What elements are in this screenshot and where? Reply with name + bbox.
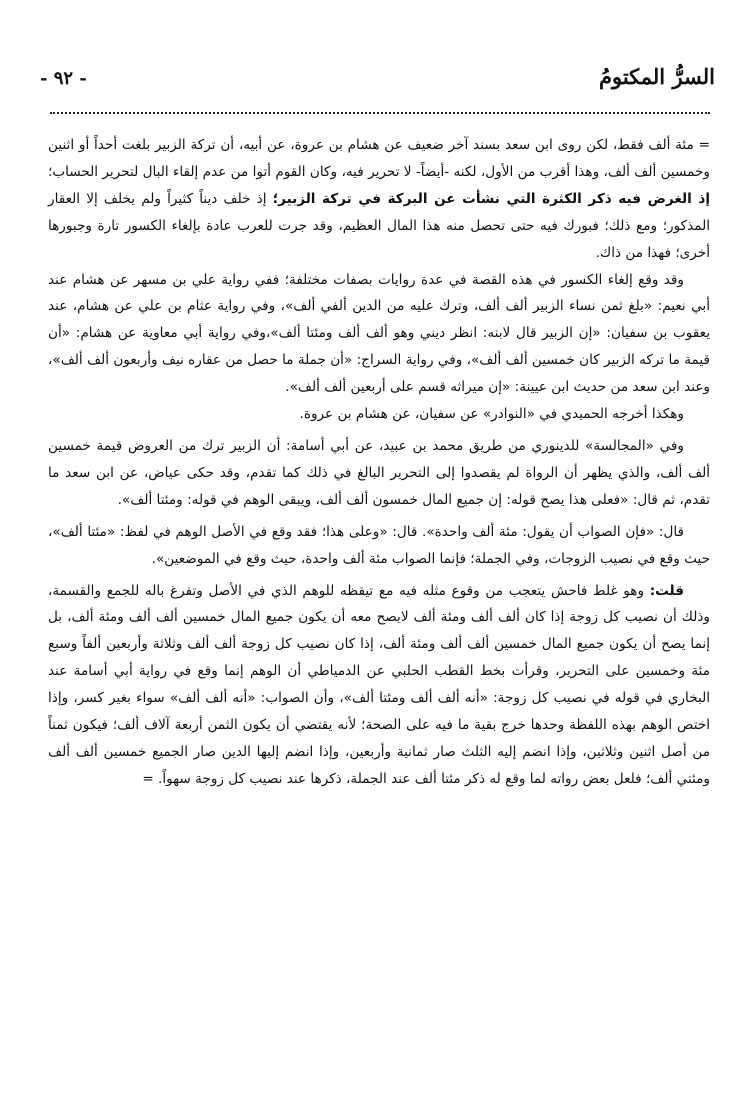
paragraph-humaidi: وهكذا أخرجه الحميدي في «النوادر» عن سفيان، عن هشام بن عروة. xyxy=(299,406,684,423)
paragraph-mujalasa: وفي «المجالسة» للدينوري من طريق محمد بن عبيد، عن أبي أسامة: أن الزبير ترك من العروض قيمة خمسين ألف ألف، والذي يظهر أن الرواة لم يقصدوا إلى التحرير البالغ في ذلك كما تقدم، وقد حكى عياض، عن ابن سعد ما تقدم، ثم قال: «فعلى هذا يصح قوله: إن جميع المال خمسون ألف ألف، ويبقى الوهم في قوله: ومئتا ألف». xyxy=(48,437,710,508)
bold-emphasis: إذ الغرض فيه ذكر الكثرة التي نشأت عن البركة في تركة الزبير؛ xyxy=(272,190,710,207)
paragraph-qultu xyxy=(48,578,710,793)
qultu-label: قلت: xyxy=(649,582,684,599)
book-title: السرُّ المكتومُ xyxy=(598,64,715,89)
paragraph-text: = مئة ألف فقط، لكن روى ابن سعد بسند آخر ضعيف عن هشام بن عروة، عن أبيه، أن تركة الزبير بلغت أحداً أو اثنين وخمسين ألف ألف، وهذا أقرب من الأول، لكنه -أيضاً- لا تحرير فيه، وكان القوم أتوا من عدم إلقاء البال لتحرير الحساب؛ xyxy=(48,137,710,180)
paragraph-qala: قال: «فإن الصواب أن يقول: مئة ألف واحدة». قال: «وعلى هذا؛ فقد وقع في الأصل الوهم في لفظ: «مئتا ألف»، حيث وقع في نصيب الزوجات، وفي الجملة؛ فإنما الصواب مئة ألف واحدة، حيث وقع في الموضعين». xyxy=(48,523,710,567)
paragraph-narrations: وقد وقع إلغاء الكسور في هذه القصة في عدة روايات بصفات مختلفة؛ ففي رواية علي بن مسهر عن هشام عند أبي نعيم: «بلغ ثمن نساء الزبير ألف ألف، وترك عليه من الدين ألفي ألف»، وفي رواية عثام بن علي عن هشام، عند يعقوب بن سفيان: «إن الزبير قال لابنه: انظر ديني وهو ألف ألف ومئتا ألف»،وفي رواية أبي معاوية عن هشام: «أن قيمة ما تركه الزبير كان خمسين ألف ألف»، وفي رواية السراج: «أن جملة ما حصل من عقاره نيف وأربعون ألف ألف»، وعند ابن سعد من حديث ابن عيينة: «إن ميراثه قسم على أربعين ألف ألف». xyxy=(48,271,710,396)
page-body xyxy=(48,132,710,1082)
paragraph-continued xyxy=(48,132,710,267)
paragraph-text: وهو غلط فاحش يتعجب من وقوع مثله فيه مع تيقظه للوهم الذي في الأصل وتفرغ باله للجمع والقسمة، وذلك أن نصيب كل زوجة إذا كان ألف ألف ومئة ألف لايصح معه أن يكون جميع المال خمسين ألف ألف ومئة ألف، بل إنما يصح أن يكون جميع المال خمسين ألف ألف ومئة ألف، إذا كان نصيب كل زوجة ألف ألف وثلاثة وأربعين ألفاً وسبع مئة وخمسين على التحرير، وقرأت بخط القطب الحلبي عن الدمياطي أن الوهم إنما وقع في رواية أبي أسامة عند البخاري في قوله في نصيب كل زوجة: «أنه ألف ألف ومئتا ألف»، وأن الصواب: «أنه ألف ألف» سواء بغير كسر، وإذا اختص الوهم بهذه اللفظة وحدها خرج بقية ما فيه على الصحة؛ لأنه يقتضي أن يكون الثمن أربعة آلاف ألف؛ فيكون ثمناً من أصل اثنين وثلاثين، وإذا انضم إليه الثلث صار ثمانية وأربعين، وإذا انضم إليها الدين صار الجميع خمسين ألف ألف ومئتي ألف؛ فلعل بعض رواته لما وقع له ذكر مئتا ألف عند الجملة، ذكرها عند نصيب كل زوجة سهواً. = xyxy=(48,582,710,787)
paragraph-text: إذ خلف ديناً كثيراً ولم يخلف إلا العقار المذكور؛ ومع ذلك؛ فبورك فيه حتى تحصل منه هذا المال العظيم، وقد جرت للعرب عادة بإلغاء الكسور تارة وجبورها أخرى؛ فهذا من ذاك. xyxy=(48,190,710,261)
page-number: - ٩٢ - xyxy=(40,68,87,89)
page-header xyxy=(40,60,715,100)
header-divider xyxy=(50,112,710,114)
